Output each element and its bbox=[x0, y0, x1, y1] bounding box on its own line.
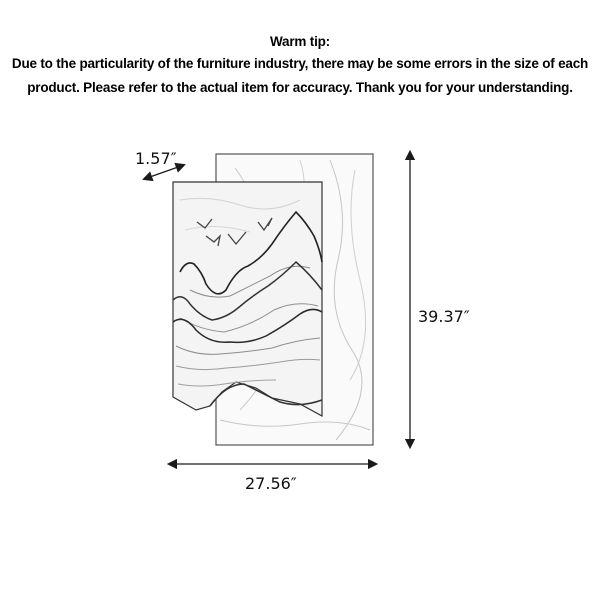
width-label: 27.56″ bbox=[245, 474, 297, 493]
height-label: 39.37″ bbox=[418, 307, 470, 326]
notice-text-line-2: product. Please refer to the actual item for accuracy. Thank you for your understanding. bbox=[27, 80, 573, 95]
front-panel bbox=[173, 182, 322, 416]
notice-text-line-1: Due to the particularity of the furniture industry, there may be some errors in the size of each bbox=[11, 56, 589, 71]
depth-label: 1.57″ bbox=[135, 149, 177, 168]
notice-title: Warm tip: bbox=[270, 34, 330, 49]
